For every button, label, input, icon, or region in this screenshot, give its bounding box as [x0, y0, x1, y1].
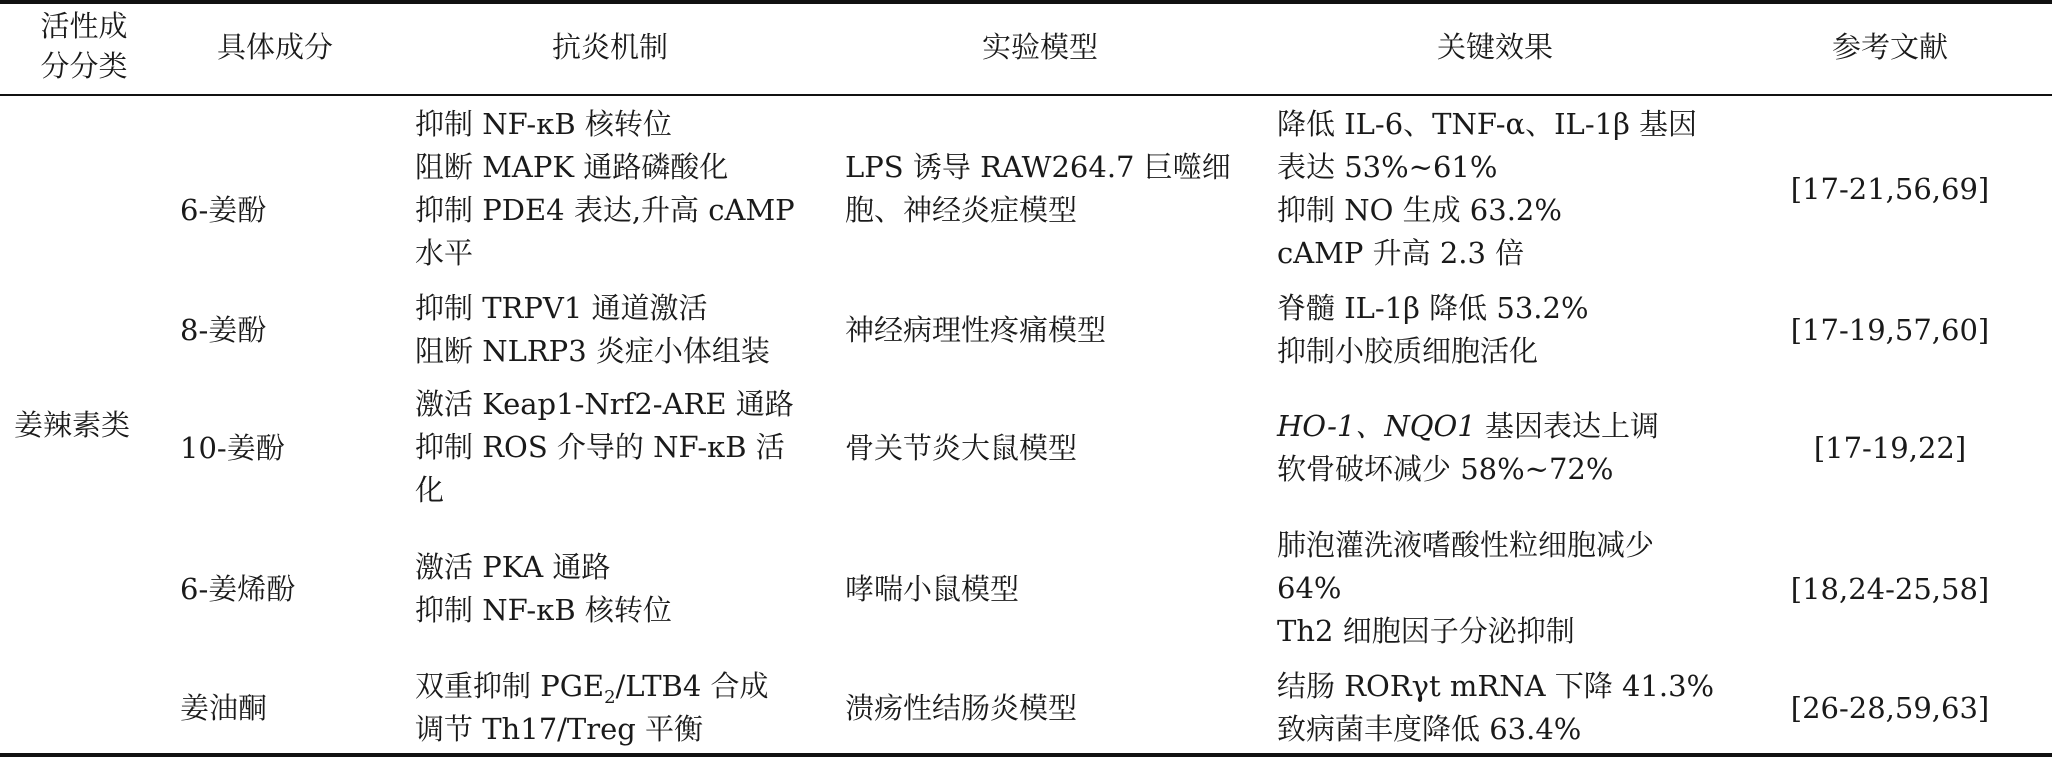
- row-1-effect-line: 降低 IL-6、TNF-α、IL-1β 基因: [1277, 107, 1698, 141]
- table-top-rule: [0, 0, 2052, 4]
- row-3-model: 骨关节炎大鼠模型: [845, 431, 1078, 465]
- row-5-reference: [26-28,59,63]: [1790, 691, 1990, 725]
- row-2-model: 神经病理性疼痛模型: [845, 313, 1107, 347]
- row-2-effect: [1277, 287, 1589, 373]
- row-1-effect-line: 表达 53%~61%: [1277, 150, 1498, 184]
- row-4-ingredient: 6-姜烯酚: [180, 572, 296, 606]
- row-5-mechanism-line: 调节 Th17/Treg 平衡: [415, 712, 704, 746]
- header-reference: 参考文献: [1831, 30, 1948, 64]
- table-header-rule: [0, 94, 2052, 96]
- row-2-effect-line: 抑制小胶质细胞活化: [1277, 334, 1539, 368]
- row-5-effect-line: 致病菌丰度降低 63.4%: [1277, 712, 1582, 746]
- header-mechanism: 抗炎机制: [551, 30, 668, 64]
- row-4-model: 哮喘小鼠模型: [845, 572, 1020, 606]
- row-3-effect: [1277, 405, 1659, 491]
- row-3-effect-genes-suffix: 基因表达上调: [1475, 409, 1659, 443]
- row-5-mechanism-subscript: 2: [604, 686, 616, 708]
- row-4-mechanism-line: 激活 PKA 通路: [415, 550, 611, 584]
- row-4-effect: [1277, 524, 1654, 653]
- header-model: 实验模型: [981, 30, 1098, 64]
- row-5-mechanism-post: /LTB4 合成: [615, 669, 769, 703]
- row-1-mechanism-line: 水平: [415, 236, 474, 270]
- row-4-mechanism-line: 抑制 NF-κB 核转位: [415, 593, 672, 627]
- row-1-ingredient: 6-姜酚: [180, 193, 267, 227]
- row-3-effect-genes: HO-1、NQO1: [1277, 409, 1476, 443]
- row-1-model: [845, 146, 1231, 232]
- header-ingredient: 具体成分: [216, 30, 333, 64]
- row-2-mechanism-line: 抑制 TRPV1 通道激活: [415, 291, 708, 325]
- row-5-effect: [1277, 665, 1714, 751]
- row-2-mechanism-line: 阻断 NLRP3 炎症小体组装: [415, 334, 770, 368]
- row-2-mechanism: [415, 287, 770, 373]
- row-2-effect-line: 脊髓 IL-1β 降低 53.2%: [1277, 291, 1589, 325]
- row-2-ingredient: 8-姜酚: [180, 313, 267, 347]
- row-5-mechanism-first-line: [415, 665, 769, 708]
- header-category-line-1: 活性成: [40, 9, 128, 43]
- row-4-mechanism: [415, 546, 672, 632]
- row-1-mechanism-line: 抑制 PDE4 表达,升高 cAMP: [415, 193, 795, 227]
- row-3-mechanism-line: 化: [415, 473, 445, 507]
- row-1-effect: [1277, 103, 1697, 275]
- row-2-reference: [17-19,57,60]: [1790, 313, 1990, 347]
- row-4-reference: [18,24-25,58]: [1790, 572, 1990, 606]
- row-5-mechanism-pre: 双重抑制 PGE: [415, 669, 605, 703]
- row-5-mechanism: [415, 665, 769, 751]
- row-5-effect-line: 结肠 RORγt mRNA 下降 41.3%: [1277, 669, 1715, 703]
- row-3-mechanism-line: 抑制 ROS 介导的 NF-κB 活: [415, 430, 785, 464]
- row-4-effect-line: 肺泡灌洗液嗜酸性粒细胞减少: [1277, 528, 1655, 562]
- row-1-effect-line: cAMP 升高 2.3 倍: [1277, 236, 1525, 270]
- row-1-reference: [17-21,56,69]: [1790, 172, 1990, 206]
- row-3-reference: [17-19,22]: [1813, 431, 1967, 465]
- table-bottom-rule: [0, 753, 2052, 757]
- row-3-effect-genes-line: [1277, 405, 1659, 448]
- row-5-model: 溃疡性结肠炎模型: [845, 691, 1078, 725]
- row-1-mechanism-line: 抑制 NF-κB 核转位: [415, 107, 672, 141]
- header-category: [14, 6, 154, 86]
- row-3-ingredient: 10-姜酚: [180, 431, 285, 465]
- row-1-effect-line: 抑制 NO 生成 63.2%: [1277, 193, 1562, 227]
- row-5-ingredient: 姜油酮: [180, 691, 268, 725]
- row-3-mechanism: [415, 383, 794, 512]
- row-3-mechanism-line: 激活 Keap1-Nrf2-ARE 通路: [415, 387, 794, 421]
- row-4-effect-line: Th2 细胞因子分泌抑制: [1277, 614, 1575, 648]
- row-1-mechanism: [415, 103, 795, 275]
- header-category-line-2: 分分类: [40, 49, 128, 83]
- header-effect: 关键效果: [1436, 30, 1553, 64]
- row-4-effect-line: 64%: [1277, 571, 1342, 605]
- row-1-mechanism-line: 阻断 MAPK 通路磷酸化: [415, 150, 729, 184]
- row-1-model-line: 胞、神经炎症模型: [845, 193, 1078, 227]
- row-1-model-line: LPS 诱导 RAW264.7 巨噬细: [845, 150, 1231, 184]
- category-cell: 姜辣素类: [14, 408, 131, 442]
- row-3-effect-line: 软骨破坏减少 58%~72%: [1277, 452, 1614, 486]
